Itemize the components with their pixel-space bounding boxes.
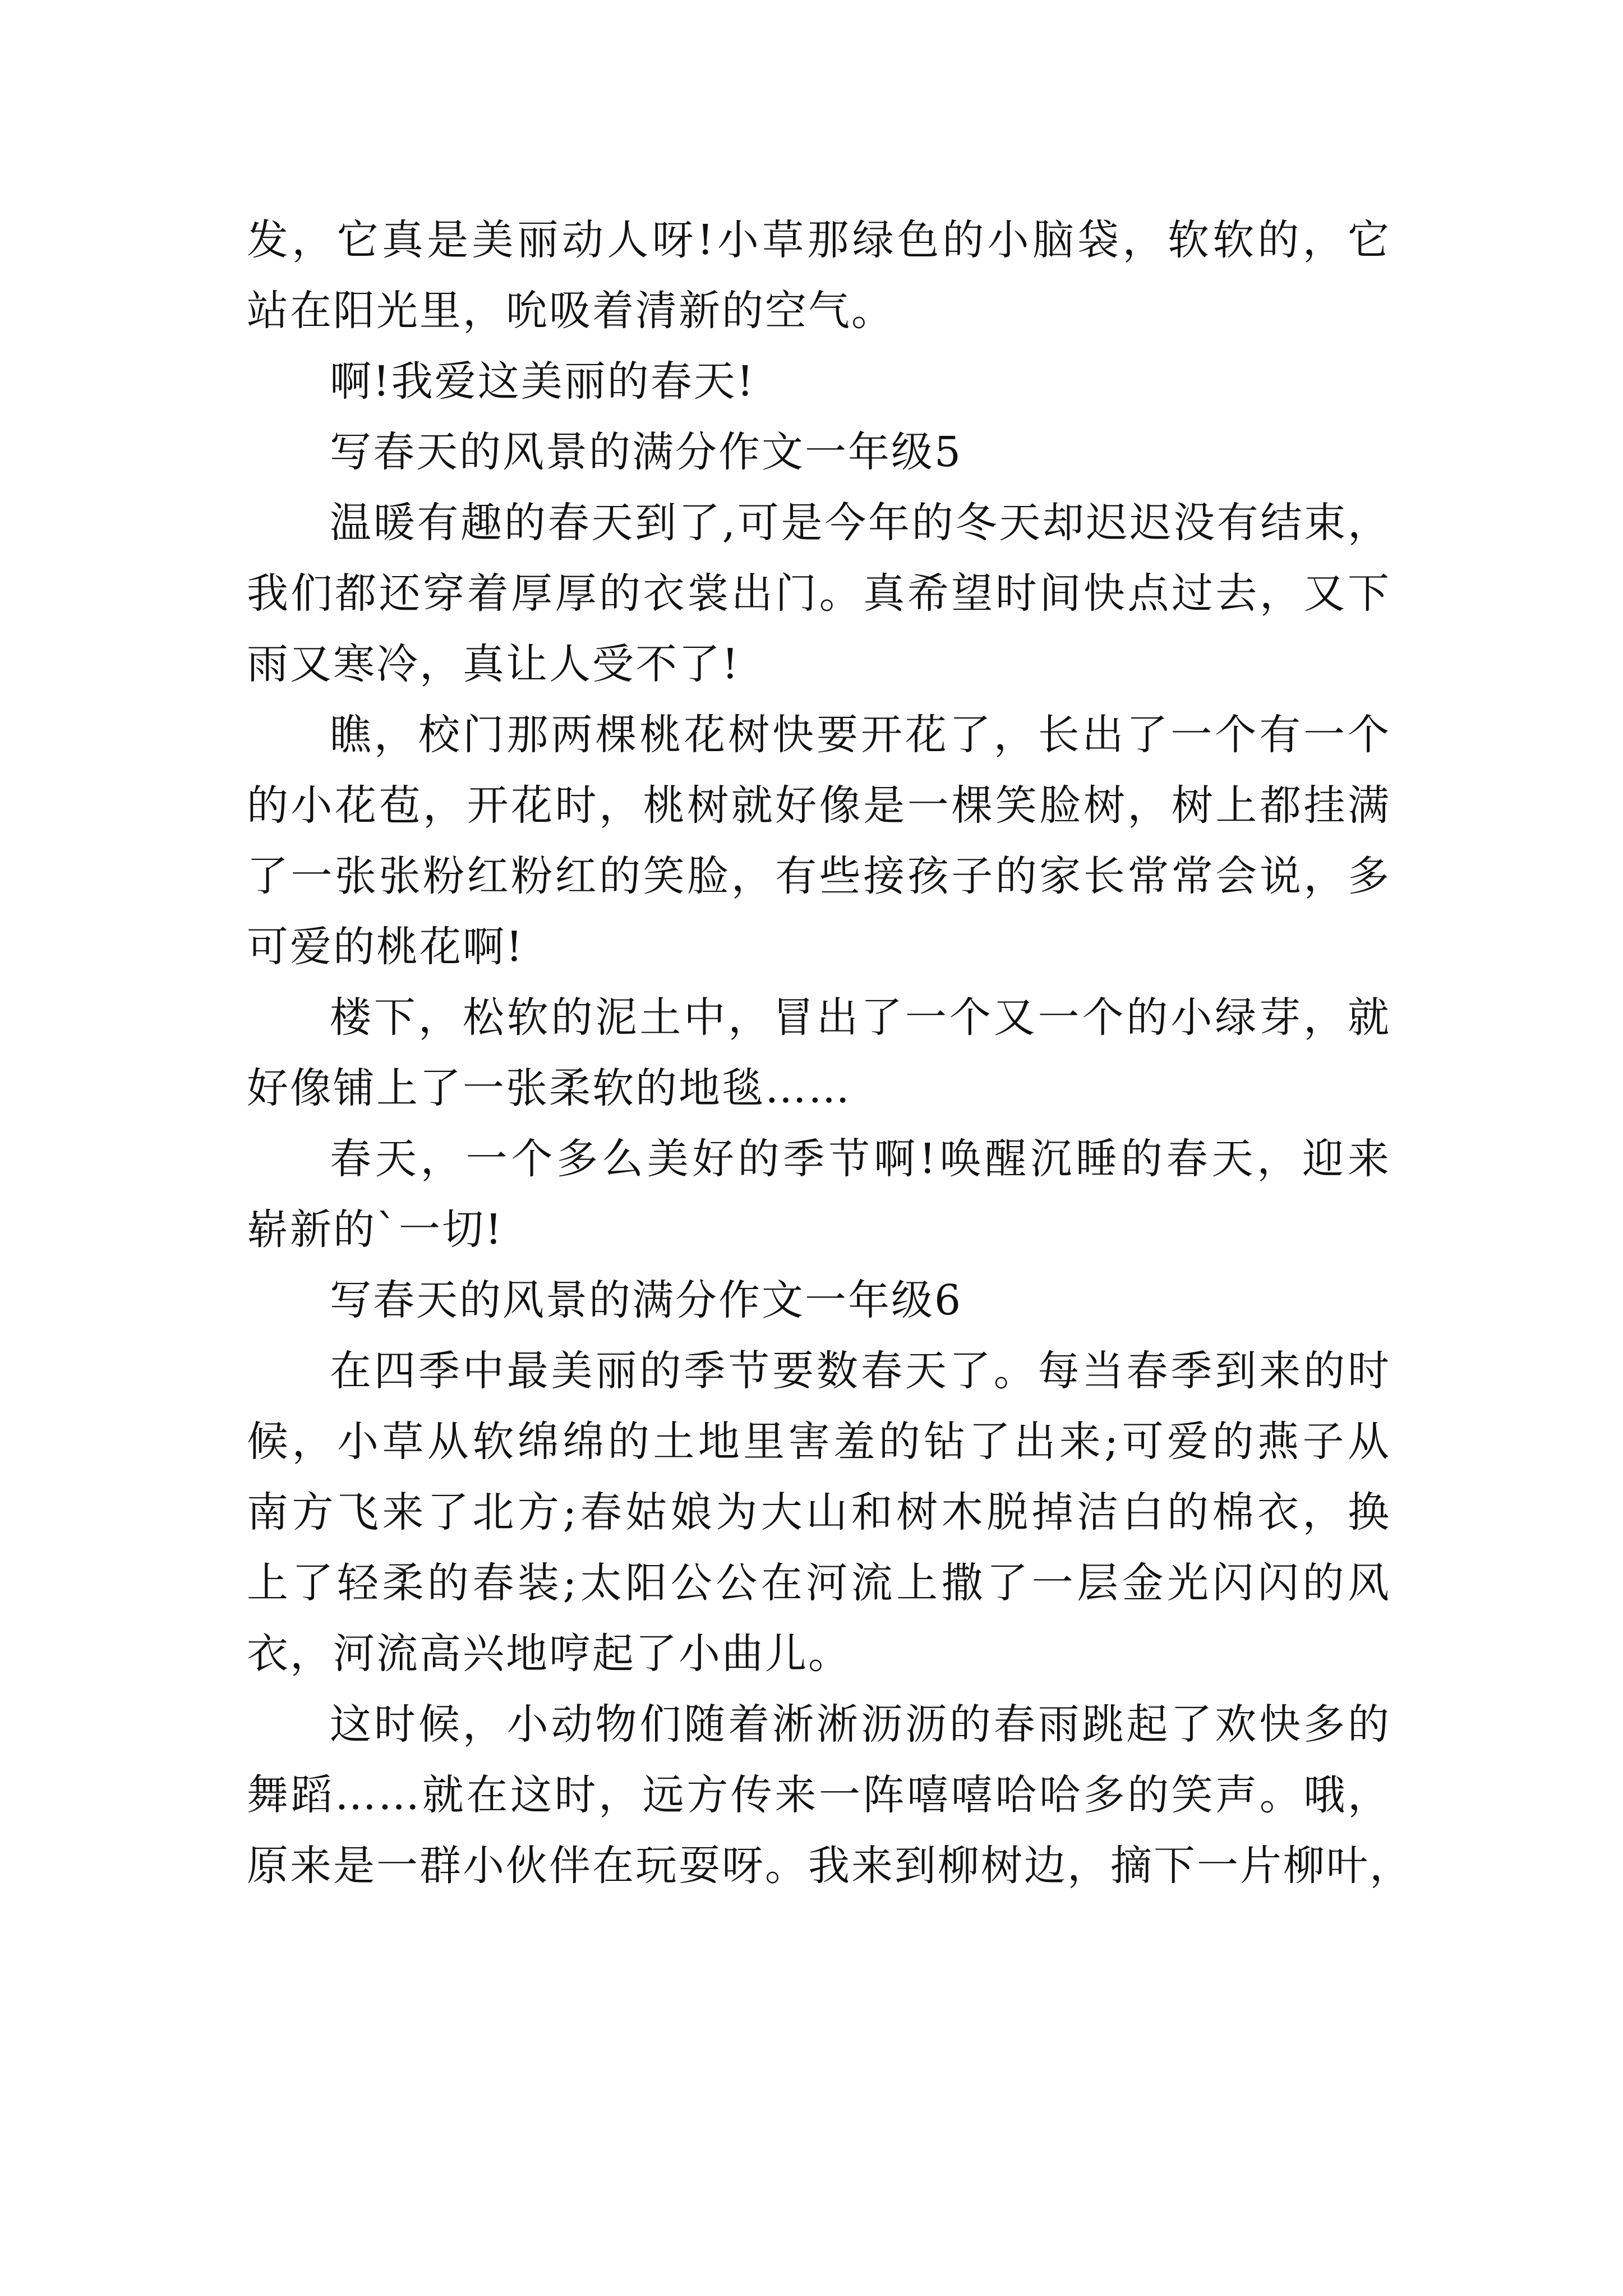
text-line: 南方飞来了北方;春姑娘为大山和树木脱掉洁白的棉衣，换 — [247, 1488, 1391, 1536]
text-line: 可爱的桃花啊! — [247, 923, 524, 971]
text-line: 衣，河流高兴地哼起了小曲儿。 — [247, 1630, 851, 1678]
text-line: 瞧，校门那两棵桃花树快要开花了，长出了一个有一个 — [330, 711, 1391, 759]
section-heading: 写春天的风景的满分作文一年级6 — [330, 1276, 963, 1324]
text-line: 雨又寒冷，真让人受不了! — [247, 640, 740, 688]
section-heading: 写春天的风景的满分作文一年级5 — [330, 428, 963, 476]
text-line: 啊!我爱这美丽的春天! — [330, 357, 755, 406]
text-line: 上了轻柔的春装;太阳公公在河流上撒了一层金光闪闪的风 — [247, 1559, 1391, 1607]
text-line: 舞蹈……就在这时，远方传来一阵嘻嘻哈哈多的笑声。哦， — [247, 1771, 1391, 1819]
text-line: 站在阳光里，吮吸着清新的空气。 — [247, 287, 895, 335]
text-line: 温暖有趣的春天到了,可是今年的冬天却迟迟没有结束， — [330, 499, 1391, 547]
text-line: 春天，一个多么美好的季节啊!唤醒沉睡的春天，迎来 — [330, 1135, 1391, 1183]
text-line: 原来是一群小伙伴在玩耍呀。我来到柳树边，摘下一片柳叶， — [247, 1842, 1413, 1890]
text-line: 我们都还穿着厚厚的衣裳出门。真希望时间快点过去，又下 — [247, 569, 1391, 618]
text-line: 发，它真是美丽动人呀!小草那绿色的小脑袋，软软的，它 — [247, 216, 1391, 264]
text-line: 这时候，小动物们随着淅淅沥沥的春雨跳起了欢快多的 — [330, 1700, 1391, 1749]
text-line: 好像铺上了一张柔软的地毯…… — [247, 1064, 851, 1112]
text-line: 候，小草从软绵绵的土地里害羞的钻了出来;可爱的燕子从 — [247, 1418, 1391, 1466]
document-body — [247, 205, 1413, 1901]
text-line: 在四季中最美丽的季节要数春天了。每当春季到来的时 — [330, 1347, 1391, 1395]
text-line: 了一张张粉红粉红的笑脸，有些接孩子的家长常常会说，多 — [247, 852, 1391, 900]
text-line: 崭新的`一切! — [247, 1205, 504, 1254]
text-line: 的小花苞，开花时，桃树就好像是一棵笑脸树，树上都挂满 — [247, 781, 1391, 830]
text-line: 楼下，松软的泥土中，冒出了一个又一个的小绿芽，就 — [330, 993, 1391, 1042]
